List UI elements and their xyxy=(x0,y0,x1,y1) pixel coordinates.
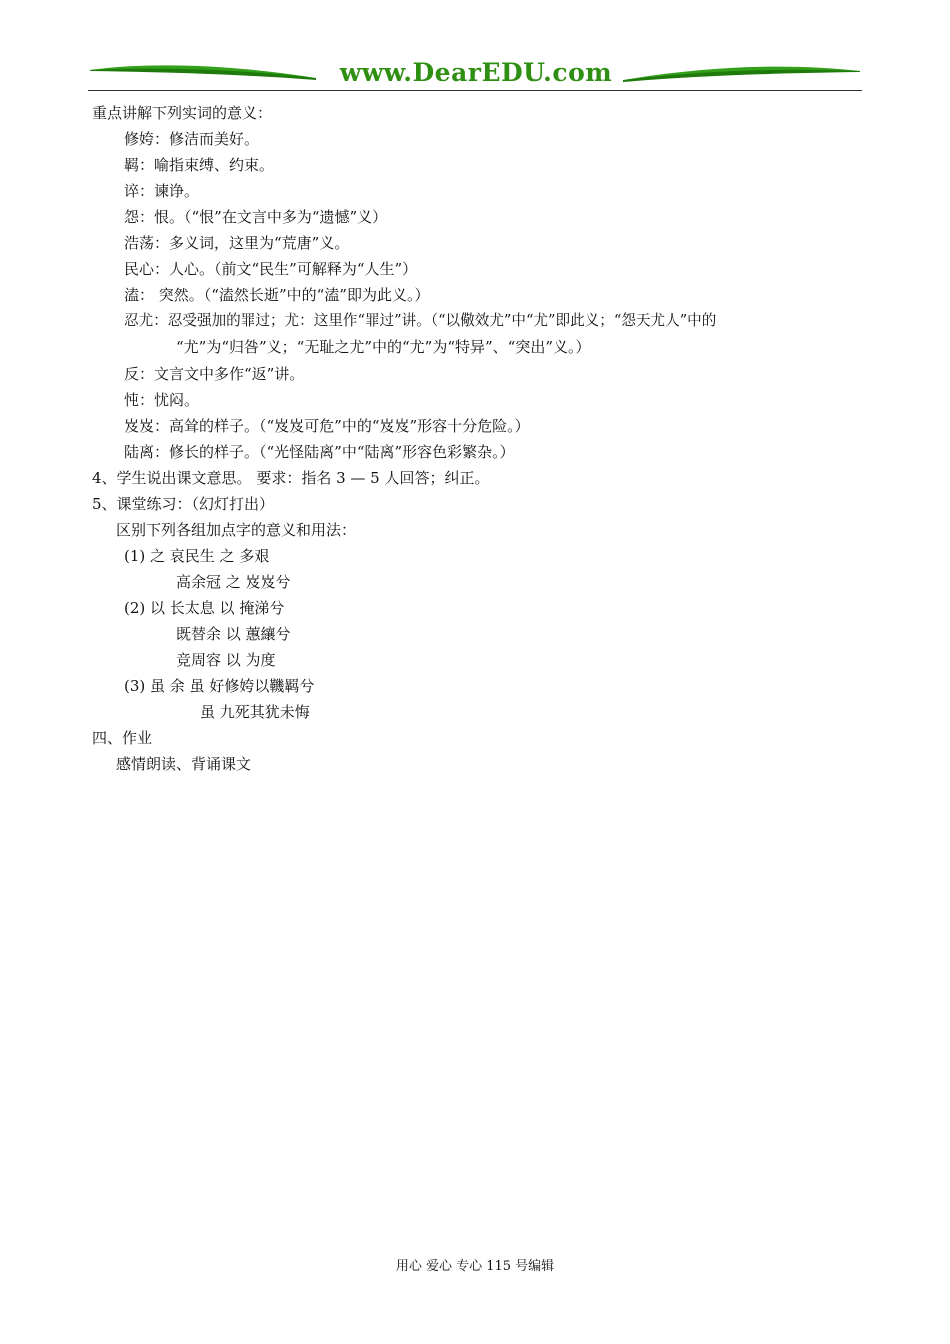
vocab-item: 羁：喻指束缚、约束。 xyxy=(124,156,275,174)
page-header xyxy=(88,58,862,94)
vocab-item: 忳：忧闷。 xyxy=(124,391,200,409)
page-footer: 用心 爱心 专心 115 号编辑 xyxy=(395,1259,555,1274)
exercise-line: 竞周容 以 为度 xyxy=(176,651,276,669)
exercise-line: 既替余 以 蕙纕兮 xyxy=(176,625,291,643)
exercise-intro: 区别下列各组加点字的意义和用法： xyxy=(116,521,357,539)
section-title-homework: 四、作业 xyxy=(92,729,153,747)
exercise-line: (1) 之 哀民生 之 多艰 xyxy=(124,547,270,565)
vocab-item-continued: “尤”为“归咎”义；“无耻之尤”中的“尤”为“特异”、“突出”义。） xyxy=(176,338,591,356)
vocab-item: 谇：谏诤。 xyxy=(124,182,200,200)
homework-text: 感情朗读、背诵课文 xyxy=(116,755,252,773)
step-5-text: 5、课堂练习：（幻灯打出） xyxy=(92,495,275,513)
intro-text: 重点讲解下列实词的意义： xyxy=(92,104,273,122)
exercise-line: 虽 九死其犹未悔 xyxy=(200,703,310,721)
site-logo: www.DearEDU.com xyxy=(339,58,613,87)
vocab-item: 浩荡：多义词，这里为“荒唐”义。 xyxy=(124,234,350,252)
vocab-item: 民心：人心。（前文“民生”可解释为“人生”） xyxy=(124,260,418,278)
vocab-item: 怨：恨。（“恨”在文言中多为“遗憾”义） xyxy=(124,208,388,226)
vocab-item: 修姱：修洁而美好。 xyxy=(124,130,260,148)
vocab-item: 忍尤：忍受强加的罪过；尤：这里作“罪过”讲。（“以儆效尤”中“尤”即此义；“怨天尤人”中的 xyxy=(124,312,717,329)
vocab-item: 岌岌：高耸的样子。（“岌岌可危”中的“岌岌”形容十分危险。） xyxy=(124,417,530,435)
vocab-item: 反：文言文中多作“返”讲。 xyxy=(124,365,305,383)
exercise-line: 高余冠 之 岌岌兮 xyxy=(176,573,291,591)
vocab-item: 溘： 突然。（“溘然长逝”中的“溘”即为此义。） xyxy=(124,286,430,304)
header-divider xyxy=(88,90,862,91)
exercise-line: (2) 以 长太息 以 掩涕兮 xyxy=(124,599,285,617)
exercise-line: (3) 虽 余 虽 好修姱以鞿羁兮 xyxy=(124,677,315,695)
vocab-item: 陆离：修长的样子。（“光怪陆离”中“陆离”形容色彩繁杂。） xyxy=(124,443,515,461)
step-4-text: 4、学生说出课文意思。 要求：指名 3 — 5 人回答；纠正。 xyxy=(92,469,490,487)
